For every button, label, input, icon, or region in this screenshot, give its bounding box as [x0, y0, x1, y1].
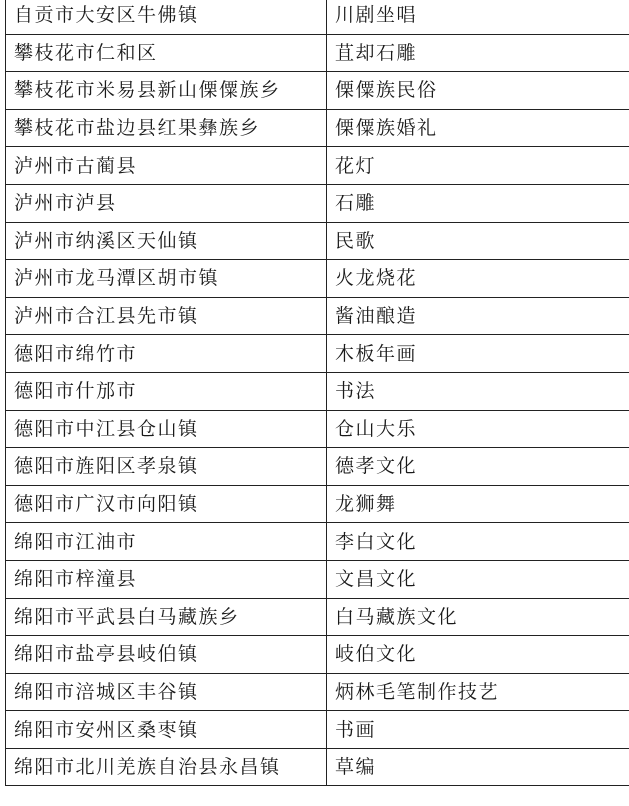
place-cell: 德阳市什邡市 — [6, 372, 327, 410]
table-row — [6, 636, 629, 674]
table-row — [6, 372, 629, 410]
place-cell: 绵阳市江油市 — [6, 523, 327, 561]
place-cell: 攀枝花市仁和区 — [6, 34, 327, 72]
project-cell: 白马藏族文化 — [327, 598, 629, 636]
place-cell: 德阳市绵竹市 — [6, 335, 327, 373]
place-cell: 德阳市中江县仓山镇 — [6, 410, 327, 448]
place-cell: 泸州市泸县 — [6, 184, 327, 222]
place-cell: 泸州市龙马潭区胡市镇 — [6, 260, 327, 298]
place-cell: 德阳市广汉市向阳镇 — [6, 485, 327, 523]
place-cell: 绵阳市安州区桑枣镇 — [6, 711, 327, 749]
table-row — [6, 598, 629, 636]
table-row — [6, 0, 629, 34]
table-row — [6, 560, 629, 598]
project-cell: 傈僳族婚礼 — [327, 109, 629, 147]
place-cell: 攀枝花市盐边县红果彝族乡 — [6, 109, 327, 147]
table-row — [6, 711, 629, 749]
table-row — [6, 485, 629, 523]
project-cell: 川剧坐唱 — [327, 0, 629, 34]
table-row — [6, 260, 629, 298]
table-row — [6, 222, 629, 260]
table-row — [6, 335, 629, 373]
project-cell: 民歌 — [327, 222, 629, 260]
project-cell: 花灯 — [327, 147, 629, 185]
project-cell: 德孝文化 — [327, 448, 629, 486]
place-cell: 自贡市大安区牛佛镇 — [6, 0, 327, 34]
project-cell: 炳林毛笔制作技艺 — [327, 673, 629, 711]
project-cell: 石雕 — [327, 184, 629, 222]
table-row — [6, 410, 629, 448]
table-row — [6, 523, 629, 561]
project-cell: 傈僳族民俗 — [327, 72, 629, 110]
table-row — [6, 34, 629, 72]
place-cell: 绵阳市平武县白马藏族乡 — [6, 598, 327, 636]
table-row — [6, 109, 629, 147]
project-cell: 李白文化 — [327, 523, 629, 561]
table-body — [6, 0, 629, 786]
project-cell: 火龙烧花 — [327, 260, 629, 298]
place-cell: 绵阳市北川羌族自治县永昌镇 — [6, 748, 327, 786]
place-cell: 泸州市古蔺县 — [6, 147, 327, 185]
project-cell: 酱油酿造 — [327, 297, 629, 335]
place-cell: 攀枝花市米易县新山傈僳族乡 — [6, 72, 327, 110]
table-row — [6, 673, 629, 711]
place-cell: 泸州市合江县先市镇 — [6, 297, 327, 335]
project-cell: 岐伯文化 — [327, 636, 629, 674]
project-cell: 木板年画 — [327, 335, 629, 373]
place-cell: 泸州市纳溪区天仙镇 — [6, 222, 327, 260]
table-row — [6, 184, 629, 222]
table-row — [6, 147, 629, 185]
place-cell: 绵阳市梓潼县 — [6, 560, 327, 598]
table-row — [6, 297, 629, 335]
project-cell: 苴却石雕 — [327, 34, 629, 72]
table-row — [6, 748, 629, 786]
project-cell: 仓山大乐 — [327, 410, 629, 448]
project-cell: 书画 — [327, 711, 629, 749]
place-cell: 绵阳市盐亭县岐伯镇 — [6, 636, 327, 674]
place-cell: 绵阳市涪城区丰谷镇 — [6, 673, 327, 711]
table-row — [6, 72, 629, 110]
place-cell: 德阳市旌阳区孝泉镇 — [6, 448, 327, 486]
project-cell: 草编 — [327, 748, 629, 786]
project-cell: 文昌文化 — [327, 560, 629, 598]
project-cell: 龙狮舞 — [327, 485, 629, 523]
table-row — [6, 448, 629, 486]
culture-table — [5, 0, 629, 786]
project-cell: 书法 — [327, 372, 629, 410]
